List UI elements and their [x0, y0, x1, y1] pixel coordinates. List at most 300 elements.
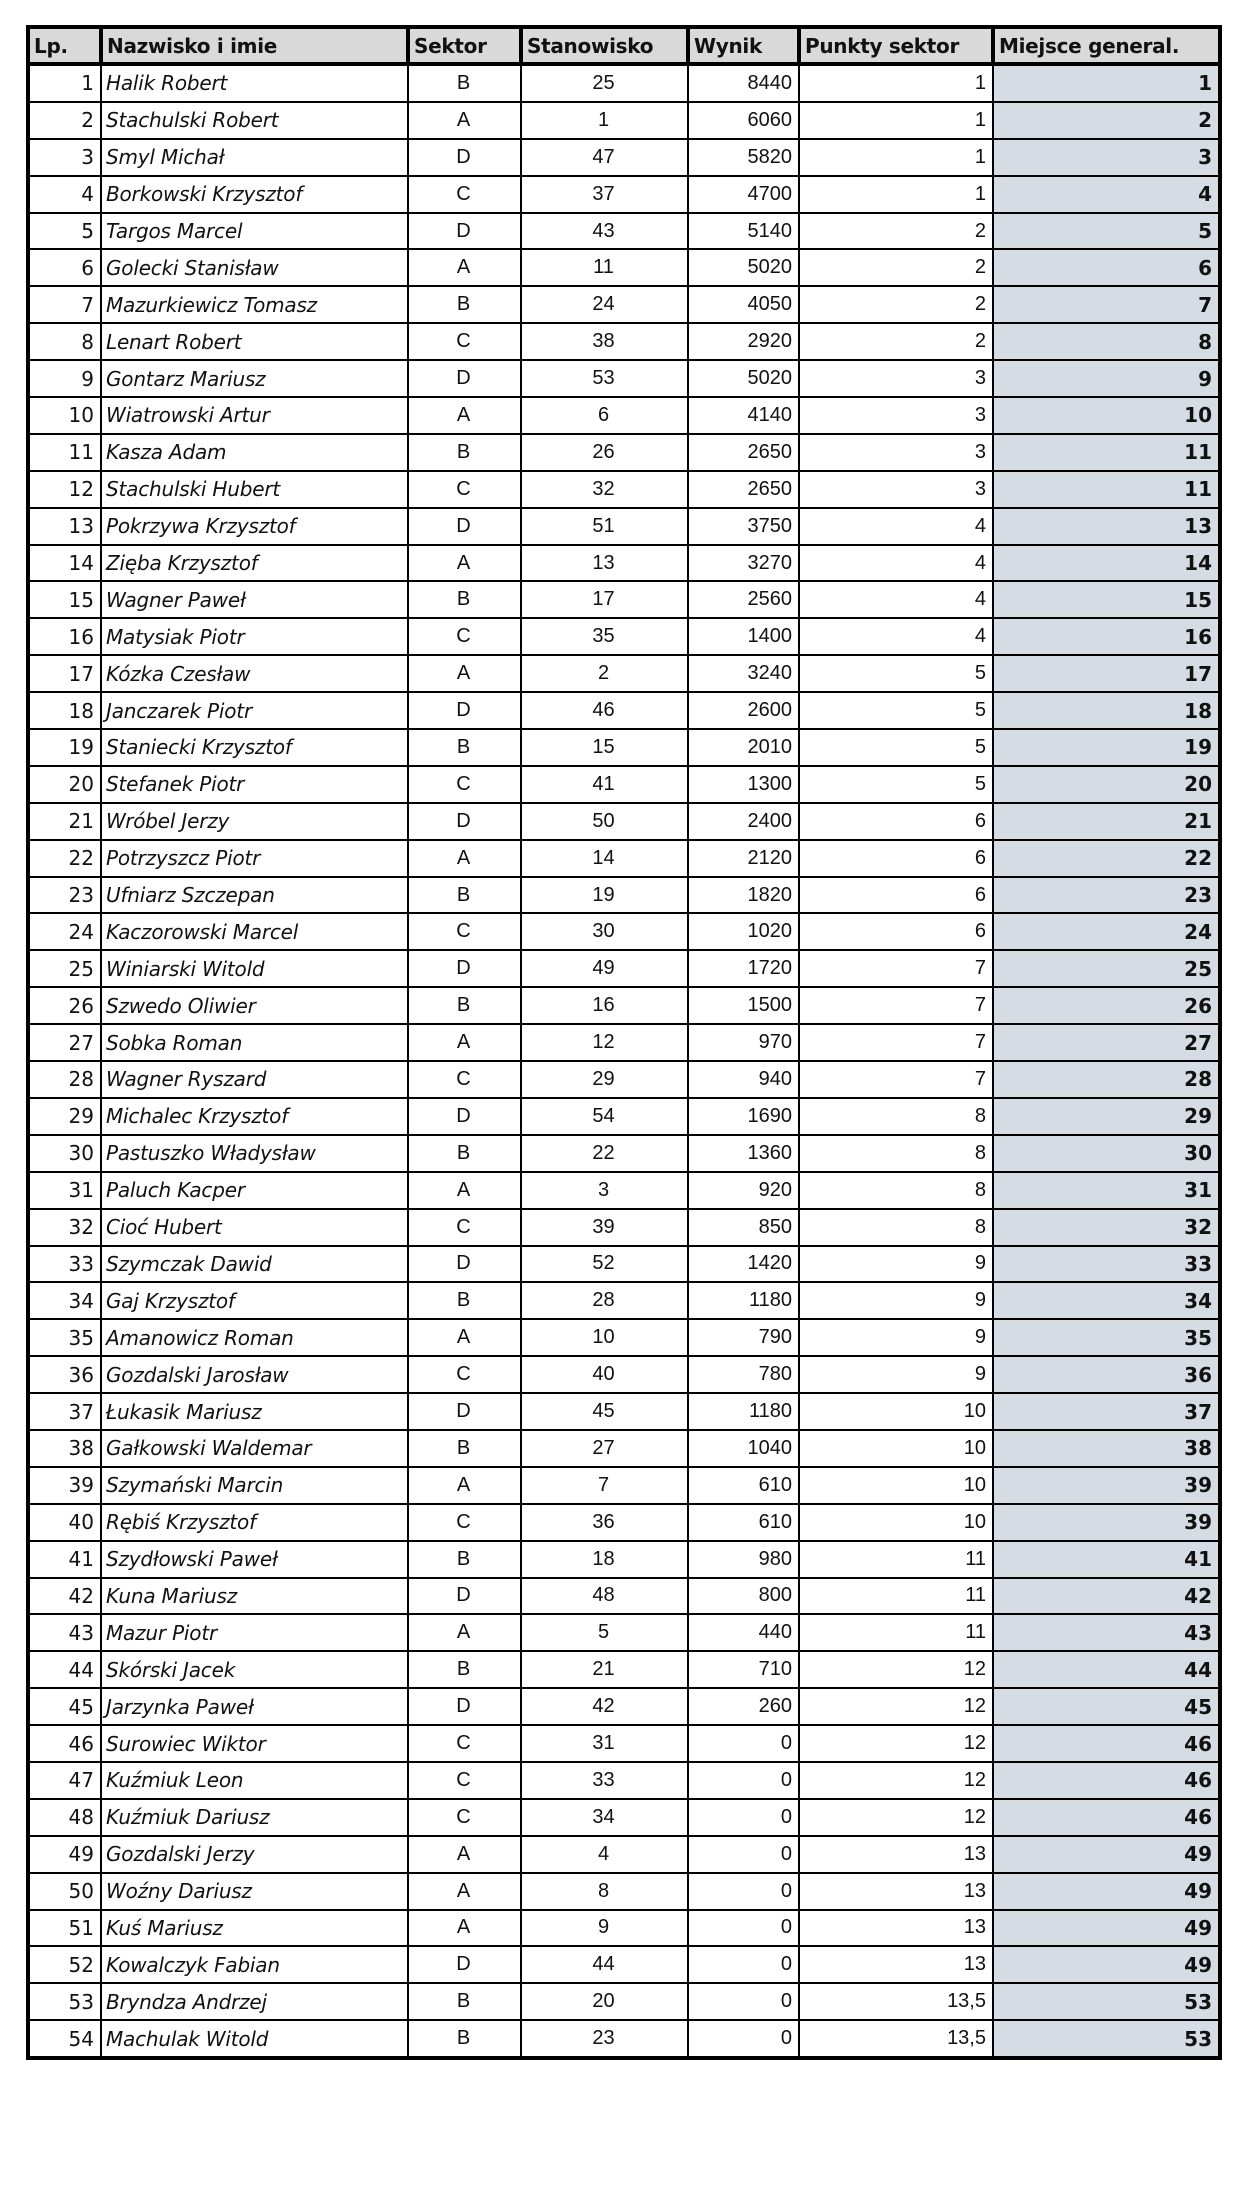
cell-punkty-sektor: 13,5: [799, 1983, 993, 2020]
table-row: [28, 618, 1220, 655]
table-row: [28, 1725, 1220, 1762]
cell-wynik: 0: [688, 1873, 799, 1910]
cell-sektor: A: [408, 1910, 521, 1947]
table-row: [28, 1246, 1220, 1283]
cell-sektor: D: [408, 1246, 521, 1283]
cell-miejsce-general: 49: [993, 1910, 1220, 1947]
cell-wynik: 1180: [688, 1282, 799, 1319]
cell-name: Mazur Piotr: [101, 1614, 408, 1651]
cell-lp: 23: [28, 877, 101, 914]
cell-sektor: D: [408, 1946, 521, 1983]
cell-stanowisko: 52: [521, 1246, 688, 1283]
cell-stanowisko: 13: [521, 545, 688, 582]
table-row: [28, 434, 1220, 471]
cell-lp: 47: [28, 1762, 101, 1799]
cell-miejsce-general: 14: [993, 545, 1220, 582]
cell-name: Targos Marcel: [101, 213, 408, 250]
table-row: [28, 508, 1220, 545]
cell-lp: 35: [28, 1319, 101, 1356]
table-row: [28, 729, 1220, 766]
cell-punkty-sektor: 8: [799, 1135, 993, 1172]
cell-sektor: A: [408, 1024, 521, 1061]
table-row: [28, 360, 1220, 397]
cell-sektor: A: [408, 1836, 521, 1873]
cell-stanowisko: 16: [521, 987, 688, 1024]
cell-name: Janczarek Piotr: [101, 692, 408, 729]
cell-punkty-sektor: 6: [799, 913, 993, 950]
cell-sektor: A: [408, 397, 521, 434]
cell-miejsce-general: 11: [993, 434, 1220, 471]
table-row: [28, 1172, 1220, 1209]
cell-stanowisko: 5: [521, 1614, 688, 1651]
cell-miejsce-general: 53: [993, 1983, 1220, 2020]
cell-punkty-sektor: 5: [799, 692, 993, 729]
cell-lp: 34: [28, 1282, 101, 1319]
cell-stanowisko: 47: [521, 139, 688, 176]
cell-punkty-sektor: 13,5: [799, 2020, 993, 2058]
cell-name: Wróbel Jerzy: [101, 803, 408, 840]
cell-sektor: C: [408, 618, 521, 655]
cell-punkty-sektor: 6: [799, 840, 993, 877]
table-row: [28, 323, 1220, 360]
cell-name: Kuś Mariusz: [101, 1910, 408, 1947]
header-punkty-sektor: Punkty sektor: [799, 27, 993, 64]
cell-name: Rębiś Krzysztof: [101, 1504, 408, 1541]
header-wynik: Wynik: [688, 27, 799, 64]
cell-wynik: 5140: [688, 213, 799, 250]
cell-lp: 38: [28, 1430, 101, 1467]
cell-name: Szwedo Oliwier: [101, 987, 408, 1024]
cell-wynik: 1500: [688, 987, 799, 1024]
cell-stanowisko: 24: [521, 286, 688, 323]
cell-lp: 41: [28, 1541, 101, 1578]
cell-stanowisko: 51: [521, 508, 688, 545]
cell-wynik: 970: [688, 1024, 799, 1061]
table-row: [28, 1762, 1220, 1799]
cell-stanowisko: 25: [521, 64, 688, 102]
cell-lp: 20: [28, 766, 101, 803]
cell-miejsce-general: 11: [993, 471, 1220, 508]
cell-stanowisko: 28: [521, 1282, 688, 1319]
cell-name: Paluch Kacper: [101, 1172, 408, 1209]
table-row: [28, 655, 1220, 692]
cell-wynik: 2650: [688, 471, 799, 508]
table-row: [28, 1209, 1220, 1246]
cell-lp: 26: [28, 987, 101, 1024]
cell-sektor: D: [408, 1578, 521, 1615]
cell-wynik: 260: [688, 1688, 799, 1725]
cell-stanowisko: 54: [521, 1098, 688, 1135]
cell-punkty-sektor: 4: [799, 581, 993, 618]
cell-miejsce-general: 20: [993, 766, 1220, 803]
cell-miejsce-general: 44: [993, 1651, 1220, 1688]
table-row: [28, 1651, 1220, 1688]
table-row: [28, 139, 1220, 176]
cell-name: Ufniarz Szczepan: [101, 877, 408, 914]
cell-name: Michalec Krzysztof: [101, 1098, 408, 1135]
cell-lp: 31: [28, 1172, 101, 1209]
cell-name: Kuna Mariusz: [101, 1578, 408, 1615]
cell-punkty-sektor: 8: [799, 1172, 993, 1209]
cell-name: Stachulski Hubert: [101, 471, 408, 508]
table-row: [28, 213, 1220, 250]
cell-sektor: D: [408, 803, 521, 840]
cell-wynik: 4050: [688, 286, 799, 323]
cell-punkty-sektor: 11: [799, 1614, 993, 1651]
cell-wynik: 440: [688, 1614, 799, 1651]
cell-stanowisko: 21: [521, 1651, 688, 1688]
cell-stanowisko: 34: [521, 1799, 688, 1836]
cell-punkty-sektor: 1: [799, 139, 993, 176]
cell-name: Staniecki Krzysztof: [101, 729, 408, 766]
cell-wynik: 1400: [688, 618, 799, 655]
cell-name: Wiatrowski Artur: [101, 397, 408, 434]
cell-miejsce-general: 53: [993, 2020, 1220, 2058]
table-row: [28, 2020, 1220, 2058]
table-row: [28, 1430, 1220, 1467]
table-row: [28, 1873, 1220, 1910]
cell-punkty-sektor: 10: [799, 1467, 993, 1504]
cell-stanowisko: 30: [521, 913, 688, 950]
cell-wynik: 5020: [688, 360, 799, 397]
cell-miejsce-general: 46: [993, 1762, 1220, 1799]
cell-punkty-sektor: 10: [799, 1393, 993, 1430]
cell-lp: 1: [28, 64, 101, 102]
cell-miejsce-general: 45: [993, 1688, 1220, 1725]
cell-miejsce-general: 24: [993, 913, 1220, 950]
cell-miejsce-general: 23: [993, 877, 1220, 914]
cell-name: Cioć Hubert: [101, 1209, 408, 1246]
cell-stanowisko: 17: [521, 581, 688, 618]
cell-lp: 45: [28, 1688, 101, 1725]
cell-stanowisko: 40: [521, 1356, 688, 1393]
cell-name: Borkowski Krzysztof: [101, 176, 408, 213]
cell-name: Gaj Krzysztof: [101, 1282, 408, 1319]
cell-miejsce-general: 18: [993, 692, 1220, 729]
table-row: [28, 581, 1220, 618]
cell-sektor: C: [408, 766, 521, 803]
cell-lp: 50: [28, 1873, 101, 1910]
cell-sektor: D: [408, 950, 521, 987]
cell-name: Kózka Czesław: [101, 655, 408, 692]
cell-punkty-sektor: 3: [799, 471, 993, 508]
cell-wynik: 1720: [688, 950, 799, 987]
cell-stanowisko: 4: [521, 1836, 688, 1873]
table-row: [28, 397, 1220, 434]
cell-stanowisko: 36: [521, 1504, 688, 1541]
cell-name: Wagner Ryszard: [101, 1061, 408, 1098]
cell-sektor: B: [408, 286, 521, 323]
cell-stanowisko: 11: [521, 249, 688, 286]
table-row: [28, 1282, 1220, 1319]
cell-stanowisko: 50: [521, 803, 688, 840]
cell-punkty-sektor: 12: [799, 1688, 993, 1725]
cell-name: Pokrzywa Krzysztof: [101, 508, 408, 545]
cell-punkty-sektor: 13: [799, 1910, 993, 1947]
cell-miejsce-general: 30: [993, 1135, 1220, 1172]
cell-wynik: 0: [688, 1799, 799, 1836]
cell-punkty-sektor: 5: [799, 655, 993, 692]
cell-punkty-sektor: 13: [799, 1873, 993, 1910]
cell-punkty-sektor: 3: [799, 360, 993, 397]
cell-miejsce-general: 15: [993, 581, 1220, 618]
cell-miejsce-general: 49: [993, 1946, 1220, 1983]
cell-name: Surowiec Wiktor: [101, 1725, 408, 1762]
table-row: [28, 803, 1220, 840]
cell-punkty-sektor: 6: [799, 877, 993, 914]
cell-punkty-sektor: 13: [799, 1836, 993, 1873]
cell-miejsce-general: 29: [993, 1098, 1220, 1135]
cell-sektor: A: [408, 1614, 521, 1651]
cell-punkty-sektor: 9: [799, 1246, 993, 1283]
cell-sektor: A: [408, 1319, 521, 1356]
cell-lp: 27: [28, 1024, 101, 1061]
cell-stanowisko: 27: [521, 1430, 688, 1467]
cell-name: Zięba Krzysztof: [101, 545, 408, 582]
cell-miejsce-general: 26: [993, 987, 1220, 1024]
cell-stanowisko: 18: [521, 1541, 688, 1578]
cell-wynik: 610: [688, 1504, 799, 1541]
cell-punkty-sektor: 9: [799, 1319, 993, 1356]
cell-punkty-sektor: 3: [799, 397, 993, 434]
table-body: [28, 64, 1220, 2058]
cell-lp: 29: [28, 1098, 101, 1135]
table-row: [28, 766, 1220, 803]
cell-stanowisko: 2: [521, 655, 688, 692]
cell-lp: 2: [28, 102, 101, 139]
cell-sektor: A: [408, 1172, 521, 1209]
cell-punkty-sektor: 5: [799, 729, 993, 766]
cell-punkty-sektor: 12: [799, 1762, 993, 1799]
cell-lp: 5: [28, 213, 101, 250]
cell-miejsce-general: 49: [993, 1873, 1220, 1910]
cell-wynik: 2920: [688, 323, 799, 360]
cell-wynik: 2650: [688, 434, 799, 471]
cell-lp: 40: [28, 1504, 101, 1541]
cell-sektor: C: [408, 1209, 521, 1246]
cell-miejsce-general: 42: [993, 1578, 1220, 1615]
cell-stanowisko: 45: [521, 1393, 688, 1430]
cell-stanowisko: 37: [521, 176, 688, 213]
cell-wynik: 940: [688, 1061, 799, 1098]
cell-wynik: 780: [688, 1356, 799, 1393]
cell-sektor: D: [408, 360, 521, 397]
cell-wynik: 800: [688, 1578, 799, 1615]
cell-name: Gozdalski Jerzy: [101, 1836, 408, 1873]
cell-miejsce-general: 1: [993, 64, 1220, 102]
cell-wynik: 1820: [688, 877, 799, 914]
cell-wynik: 5820: [688, 139, 799, 176]
cell-lp: 46: [28, 1725, 101, 1762]
table-row: [28, 1135, 1220, 1172]
table-row: [28, 1061, 1220, 1098]
cell-punkty-sektor: 9: [799, 1282, 993, 1319]
table-row: [28, 102, 1220, 139]
cell-punkty-sektor: 12: [799, 1799, 993, 1836]
table-row: [28, 877, 1220, 914]
cell-wynik: 1690: [688, 1098, 799, 1135]
cell-miejsce-general: 36: [993, 1356, 1220, 1393]
table-row: [28, 1467, 1220, 1504]
cell-wynik: 1020: [688, 913, 799, 950]
table-row: [28, 1983, 1220, 2020]
cell-lp: 43: [28, 1614, 101, 1651]
cell-lp: 6: [28, 249, 101, 286]
cell-name: Gontarz Mariusz: [101, 360, 408, 397]
cell-lp: 24: [28, 913, 101, 950]
cell-punkty-sektor: 4: [799, 618, 993, 655]
cell-wynik: 0: [688, 2020, 799, 2058]
cell-wynik: 2010: [688, 729, 799, 766]
cell-wynik: 1360: [688, 1135, 799, 1172]
cell-sektor: B: [408, 1983, 521, 2020]
cell-wynik: 6060: [688, 102, 799, 139]
cell-name: Winiarski Witold: [101, 950, 408, 987]
cell-lp: 51: [28, 1910, 101, 1947]
cell-stanowisko: 35: [521, 618, 688, 655]
cell-lp: 10: [28, 397, 101, 434]
cell-miejsce-general: 8: [993, 323, 1220, 360]
cell-miejsce-general: 13: [993, 508, 1220, 545]
cell-sektor: C: [408, 176, 521, 213]
cell-sektor: C: [408, 1799, 521, 1836]
cell-name: Smyl Michał: [101, 139, 408, 176]
cell-lp: 19: [28, 729, 101, 766]
cell-stanowisko: 43: [521, 213, 688, 250]
cell-sektor: C: [408, 323, 521, 360]
cell-lp: 13: [28, 508, 101, 545]
cell-name: Matysiak Piotr: [101, 618, 408, 655]
header-row: [28, 27, 1220, 64]
table-row: [28, 1946, 1220, 1983]
cell-punkty-sektor: 10: [799, 1504, 993, 1541]
cell-lp: 54: [28, 2020, 101, 2058]
cell-stanowisko: 22: [521, 1135, 688, 1172]
cell-sektor: B: [408, 2020, 521, 2058]
cell-punkty-sektor: 2: [799, 323, 993, 360]
cell-stanowisko: 20: [521, 1983, 688, 2020]
cell-miejsce-general: 10: [993, 397, 1220, 434]
cell-wynik: 1180: [688, 1393, 799, 1430]
cell-miejsce-general: 27: [993, 1024, 1220, 1061]
cell-wynik: 0: [688, 1983, 799, 2020]
table-row: [28, 64, 1220, 102]
cell-miejsce-general: 28: [993, 1061, 1220, 1098]
cell-punkty-sektor: 1: [799, 64, 993, 102]
cell-lp: 32: [28, 1209, 101, 1246]
cell-sektor: B: [408, 1430, 521, 1467]
cell-miejsce-general: 19: [993, 729, 1220, 766]
cell-stanowisko: 32: [521, 471, 688, 508]
cell-wynik: 710: [688, 1651, 799, 1688]
cell-punkty-sektor: 4: [799, 545, 993, 582]
cell-punkty-sektor: 8: [799, 1098, 993, 1135]
cell-stanowisko: 29: [521, 1061, 688, 1098]
table-row: [28, 1541, 1220, 1578]
cell-name: Stachulski Robert: [101, 102, 408, 139]
cell-lp: 7: [28, 286, 101, 323]
cell-sektor: A: [408, 545, 521, 582]
cell-miejsce-general: 17: [993, 655, 1220, 692]
cell-punkty-sektor: 11: [799, 1578, 993, 1615]
cell-lp: 18: [28, 692, 101, 729]
cell-lp: 53: [28, 1983, 101, 2020]
cell-miejsce-general: 5: [993, 213, 1220, 250]
cell-sektor: A: [408, 655, 521, 692]
cell-punkty-sektor: 7: [799, 1061, 993, 1098]
cell-stanowisko: 8: [521, 1873, 688, 1910]
table-row: [28, 1614, 1220, 1651]
cell-stanowisko: 15: [521, 729, 688, 766]
cell-punkty-sektor: 12: [799, 1725, 993, 1762]
cell-stanowisko: 14: [521, 840, 688, 877]
cell-punkty-sektor: 7: [799, 950, 993, 987]
cell-name: Pastuszko Władysław: [101, 1135, 408, 1172]
cell-miejsce-general: 35: [993, 1319, 1220, 1356]
cell-wynik: 2400: [688, 803, 799, 840]
table-row: [28, 1098, 1220, 1135]
cell-miejsce-general: 37: [993, 1393, 1220, 1430]
cell-name: Kuźmiuk Dariusz: [101, 1799, 408, 1836]
cell-name: Jarzynka Paweł: [101, 1688, 408, 1725]
cell-miejsce-general: 46: [993, 1725, 1220, 1762]
cell-lp: 52: [28, 1946, 101, 1983]
cell-sektor: A: [408, 1467, 521, 1504]
cell-lp: 37: [28, 1393, 101, 1430]
cell-miejsce-general: 43: [993, 1614, 1220, 1651]
cell-miejsce-general: 25: [993, 950, 1220, 987]
cell-name: Łukasik Mariusz: [101, 1393, 408, 1430]
cell-punkty-sektor: 12: [799, 1651, 993, 1688]
cell-lp: 9: [28, 360, 101, 397]
cell-punkty-sektor: 10: [799, 1430, 993, 1467]
cell-punkty-sektor: 7: [799, 1024, 993, 1061]
cell-lp: 42: [28, 1578, 101, 1615]
cell-name: Machulak Witold: [101, 2020, 408, 2058]
cell-sektor: B: [408, 1135, 521, 1172]
cell-lp: 36: [28, 1356, 101, 1393]
header-miejsce-general: Miejsce general.: [993, 27, 1220, 64]
cell-stanowisko: 12: [521, 1024, 688, 1061]
cell-stanowisko: 46: [521, 692, 688, 729]
table-row: [28, 1356, 1220, 1393]
cell-sektor: C: [408, 1356, 521, 1393]
cell-sektor: A: [408, 840, 521, 877]
cell-sektor: A: [408, 102, 521, 139]
cell-name: Szymański Marcin: [101, 1467, 408, 1504]
cell-stanowisko: 7: [521, 1467, 688, 1504]
cell-miejsce-general: 9: [993, 360, 1220, 397]
header-stanowisko: Stanowisko: [521, 27, 688, 64]
cell-lp: 44: [28, 1651, 101, 1688]
cell-miejsce-general: 22: [993, 840, 1220, 877]
cell-sektor: C: [408, 471, 521, 508]
cell-wynik: 2560: [688, 581, 799, 618]
cell-wynik: 1420: [688, 1246, 799, 1283]
cell-stanowisko: 1: [521, 102, 688, 139]
cell-punkty-sektor: 2: [799, 249, 993, 286]
cell-stanowisko: 39: [521, 1209, 688, 1246]
table-row: [28, 1504, 1220, 1541]
cell-name: Szydłowski Paweł: [101, 1541, 408, 1578]
cell-stanowisko: 48: [521, 1578, 688, 1615]
table-row: [28, 1024, 1220, 1061]
cell-wynik: 0: [688, 1910, 799, 1947]
cell-name: Halik Robert: [101, 64, 408, 102]
cell-miejsce-general: 21: [993, 803, 1220, 840]
cell-wynik: 3270: [688, 545, 799, 582]
cell-sektor: B: [408, 1651, 521, 1688]
